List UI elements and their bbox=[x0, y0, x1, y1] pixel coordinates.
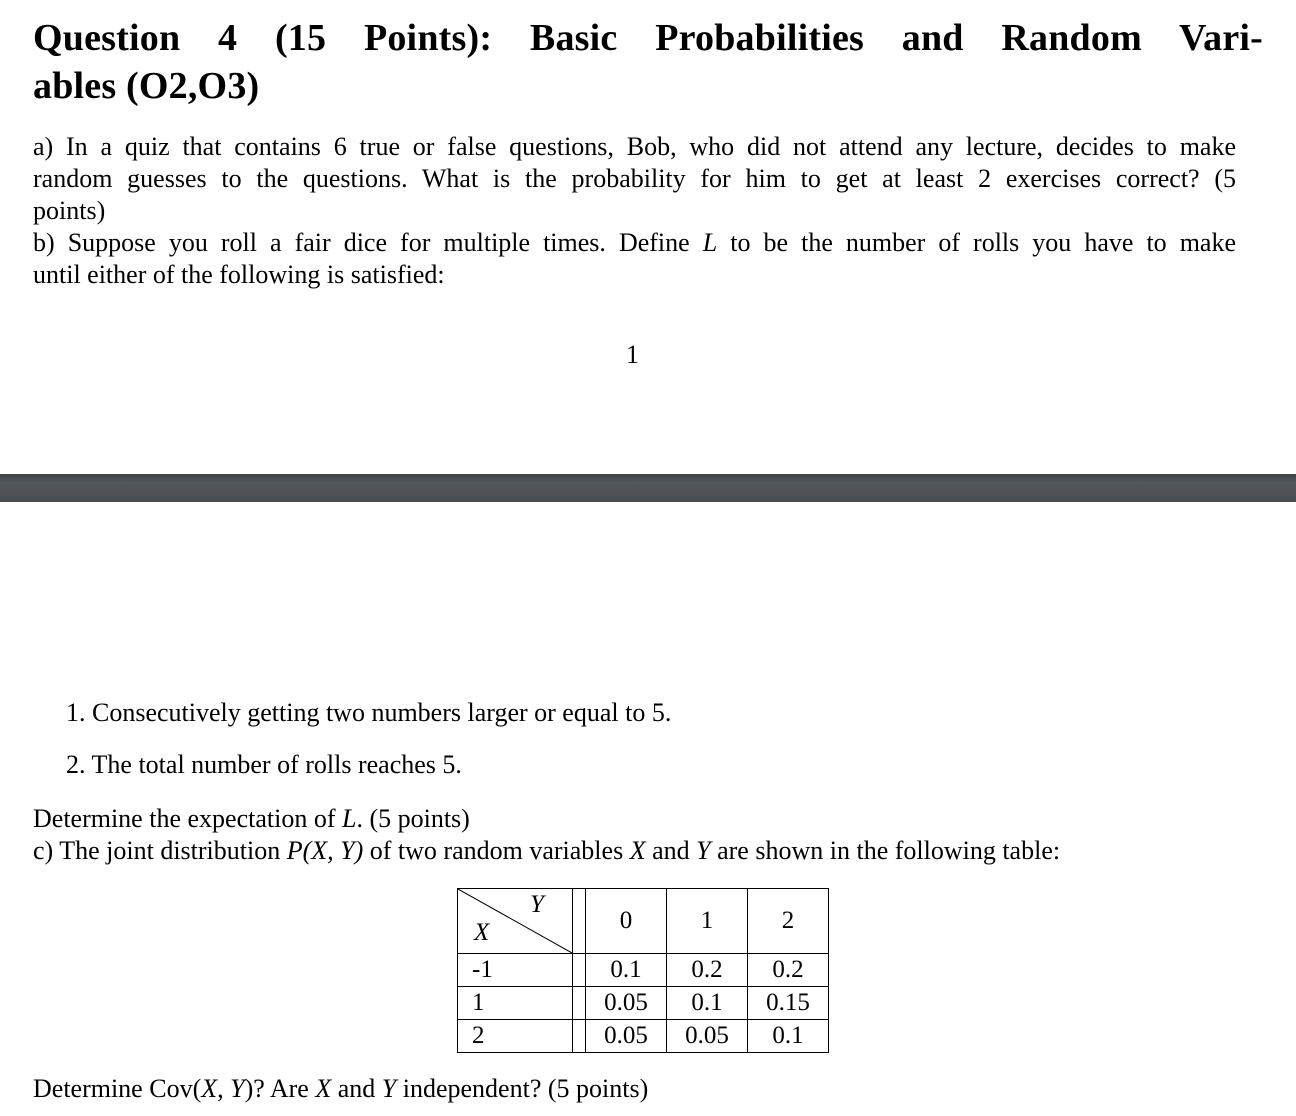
part-c-line bbox=[33, 835, 1223, 867]
part-a-text bbox=[33, 131, 1236, 227]
table-cell: 0.05 bbox=[667, 1020, 748, 1053]
final-y: Y bbox=[230, 1074, 245, 1103]
part-b-line-1-post: to be the number of rolls you have to make bbox=[730, 228, 1237, 257]
part-c-pre: c) The joint distribution bbox=[33, 836, 281, 865]
table-corner-cell bbox=[458, 889, 573, 954]
final-and: and bbox=[337, 1074, 376, 1103]
table-row bbox=[458, 1020, 829, 1053]
joint-distribution-table bbox=[457, 888, 829, 1053]
table-y-header: 0 bbox=[586, 889, 667, 954]
table-x-value: 2 bbox=[458, 1020, 573, 1053]
corner-x-label: X bbox=[474, 919, 490, 946]
expectation-pre: Determine the expectation of bbox=[33, 804, 336, 833]
expectation-var: L bbox=[341, 804, 357, 833]
table-gap-cell bbox=[573, 987, 586, 1020]
page-break-separator bbox=[0, 474, 1296, 502]
part-a-line-2: random guesses to the questions. What is the probability for him to get at least 2 exercises correct? (5 bbox=[33, 164, 1236, 193]
title-line-2: ables (O2,O3) bbox=[33, 65, 260, 107]
final-x2: X bbox=[315, 1074, 332, 1103]
part-c-y: Y bbox=[696, 836, 711, 865]
part-c-text bbox=[33, 835, 1223, 867]
part-c-mid1: of two random variables bbox=[369, 836, 624, 865]
table-cell: 0.05 bbox=[586, 987, 667, 1020]
final-y2: Y bbox=[381, 1074, 397, 1103]
table-y-header: 1 bbox=[667, 889, 748, 954]
table-cell: 0.1 bbox=[586, 954, 667, 987]
condition-2: 2. The total number of rolls reaches 5. bbox=[66, 750, 462, 779]
table-cell: 0.2 bbox=[748, 954, 829, 987]
table-gap-cell bbox=[573, 1020, 586, 1053]
final-post: independent? (5 points) bbox=[402, 1074, 649, 1103]
table-gap-cell bbox=[573, 954, 586, 987]
table-cell: 0.05 bbox=[586, 1020, 667, 1053]
final-x: X bbox=[201, 1074, 218, 1103]
final-q: )? Are bbox=[244, 1074, 309, 1103]
table-x-value: 1 bbox=[458, 987, 573, 1020]
part-a-line-3: points) bbox=[33, 196, 106, 225]
part-b-text bbox=[33, 227, 1236, 291]
corner-y-label: Y bbox=[530, 891, 544, 918]
var-l: L bbox=[702, 228, 718, 257]
table-header-row bbox=[458, 889, 829, 954]
table-row bbox=[458, 987, 829, 1020]
final-question-text bbox=[33, 1073, 1236, 1105]
title-line-1: Question 4 (15 Points): Basic Probabilities and Random Vari- bbox=[33, 17, 1263, 59]
part-c-x: X bbox=[629, 836, 646, 865]
part-c-post: are shown in the following table: bbox=[717, 836, 1061, 865]
table-cell: 0.1 bbox=[748, 1020, 829, 1053]
final-question-line bbox=[33, 1073, 1236, 1105]
table-cell: 0.1 bbox=[667, 987, 748, 1020]
part-a-line-1: a) In a quiz that contains 6 true or false questions, Bob, who did not attend any lecture, decides to make bbox=[33, 132, 1236, 161]
condition-1: 1. Consecutively getting two numbers larger or equal to 5. bbox=[66, 698, 672, 727]
expectation-post: . (5 points) bbox=[356, 804, 470, 833]
expectation-text bbox=[33, 803, 1236, 835]
table-cell: 0.2 bbox=[667, 954, 748, 987]
part-b-line-2: until either of the following is satisfied: bbox=[33, 260, 445, 289]
table-gap-cell bbox=[573, 889, 586, 954]
part-b-line-1-pre: b) Suppose you roll a fair dice for multiple times. Define bbox=[33, 228, 690, 257]
table-x-value: -1 bbox=[458, 954, 573, 987]
part-c-mid2: and bbox=[652, 836, 690, 865]
table-y-header: 2 bbox=[748, 889, 829, 954]
table-row bbox=[458, 954, 829, 987]
part-b-line-1 bbox=[33, 227, 1236, 259]
page-number: 1 bbox=[626, 340, 639, 369]
table-cell: 0.15 bbox=[748, 987, 829, 1020]
final-pre: Determine Cov( bbox=[33, 1074, 202, 1103]
part-c-expr: P(X, Y) bbox=[286, 836, 364, 865]
expectation-line bbox=[33, 803, 1236, 835]
question-title bbox=[33, 14, 1263, 110]
final-comma: , bbox=[217, 1074, 231, 1103]
